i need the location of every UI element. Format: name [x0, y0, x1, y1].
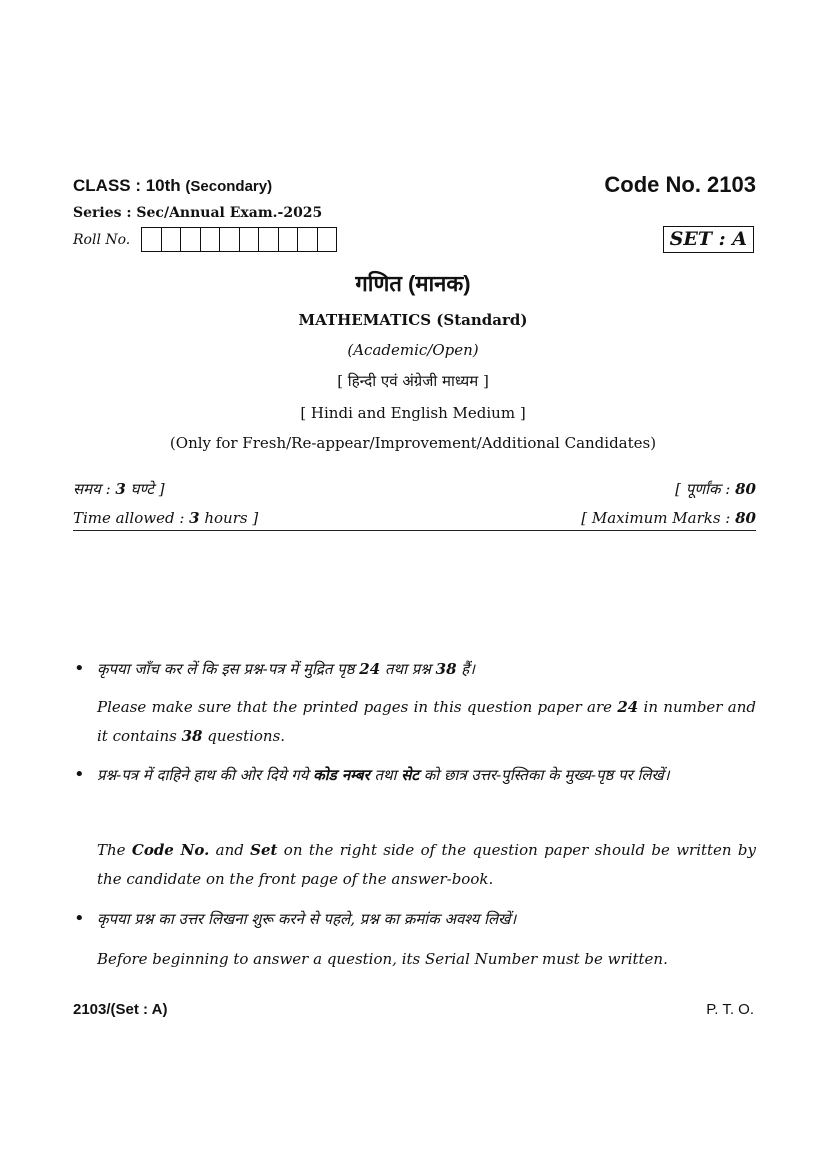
time-hindi-value: 3	[115, 480, 126, 498]
marks-hindi-value: 80	[735, 480, 756, 498]
text: on the right side of the question paper should be written by the candidate on the front page of the answer-book.	[97, 841, 756, 888]
divider	[73, 530, 756, 531]
code-number: Code No. 2103	[604, 172, 756, 197]
marks-hindi-prefix: [ पूर्णांक :	[675, 480, 736, 498]
roll-number-box[interactable]	[181, 228, 201, 251]
text: The	[97, 841, 132, 859]
roll-number-box[interactable]	[279, 228, 299, 251]
marks-english-prefix: [ Maximum Marks :	[581, 509, 736, 527]
time-english	[73, 509, 258, 527]
footer-code: 2103/(Set : A)	[73, 1001, 168, 1018]
roll-number-box[interactable]	[201, 228, 221, 251]
text: तथा	[369, 766, 402, 784]
set-term: Set	[250, 841, 278, 859]
roll-number-box[interactable]	[142, 228, 162, 251]
text: प्रश्न-पत्र में दाहिने हाथ की ओर दिये गये	[97, 766, 314, 784]
question-count: 38	[181, 727, 203, 745]
bullet-icon: •	[74, 908, 85, 929]
footer-pto: P. T. O.	[706, 1001, 754, 1018]
series-label: Series : Sec/Annual Exam.-2025	[73, 205, 323, 221]
time-hindi-prefix: समय :	[73, 480, 116, 498]
instruction-3-hindi: कृपया प्रश्न का उत्तर लिखना शुरू करने से पहले, प्रश्न का क्रमांक अवश्य लिखें।	[97, 910, 517, 928]
text: and	[209, 841, 251, 859]
marks-english	[581, 509, 756, 527]
page-count: 24	[617, 698, 639, 716]
instruction-3-english: Before beginning to answer a question, its Serial Number must be written.	[97, 950, 668, 968]
text: कृपया जाँच कर लें कि इस प्रश्न-पत्र में मुद्रित पृष्ठ	[97, 660, 360, 678]
instruction-1-hindi	[97, 655, 756, 684]
medium-hindi: [ हिन्दी एवं अंग्रेजी माध्यम ]	[337, 372, 489, 390]
medium-english: [ Hindi and English Medium ]	[300, 404, 526, 422]
class-value: CLASS : 10th	[73, 176, 181, 195]
text: in number and it contains	[97, 698, 756, 745]
roll-number-boxes[interactable]	[141, 227, 337, 252]
question-count: 38	[435, 660, 457, 678]
text: तथा प्रश्न	[380, 660, 436, 678]
page-count: 24	[359, 660, 381, 678]
candidates-note: (Only for Fresh/Re-appear/Improvement/Additional Candidates)	[169, 434, 657, 452]
marks-english-value: 80	[735, 509, 756, 527]
text: Please make sure that the printed pages in this question paper are	[97, 698, 618, 716]
time-hindi-suffix: घण्टे ]	[125, 480, 165, 498]
instruction-2-hindi	[97, 761, 756, 790]
text: questions.	[202, 727, 286, 745]
instruction-1-english	[97, 693, 756, 751]
instruction-2-english	[97, 836, 756, 894]
roll-number-box[interactable]	[259, 228, 279, 251]
roll-number-box[interactable]	[220, 228, 240, 251]
academic-open-label: (Academic/Open)	[347, 341, 479, 359]
roll-number-box[interactable]	[318, 228, 337, 251]
text: को छात्र उत्तर-पुस्तिका के मुख्य-पृष्ठ पर लिखें।	[419, 766, 670, 784]
roll-number-label: Roll No.	[73, 232, 131, 248]
set-term: सेट	[401, 766, 419, 784]
code-number-term: Code No.	[131, 841, 210, 859]
text: हैं।	[456, 660, 475, 678]
time-english-value: 3	[189, 509, 200, 527]
roll-number-box[interactable]	[240, 228, 260, 251]
bullet-icon: •	[74, 764, 85, 785]
code-number-term: कोड नम्बर	[313, 766, 370, 784]
marks-hindi	[675, 479, 756, 499]
title-english: MATHEMATICS (Standard)	[298, 311, 528, 329]
class-type: (Secondary)	[185, 178, 273, 195]
roll-number-box[interactable]	[162, 228, 182, 251]
time-english-prefix: Time allowed :	[73, 509, 190, 527]
class-label	[73, 176, 272, 196]
set-badge: SET : A	[663, 226, 754, 253]
time-english-suffix: hours ]	[199, 509, 259, 527]
roll-number-box[interactable]	[298, 228, 318, 251]
title-hindi: गणित (मानक)	[355, 271, 471, 296]
time-hindi	[73, 479, 165, 499]
bullet-icon: •	[74, 658, 85, 679]
